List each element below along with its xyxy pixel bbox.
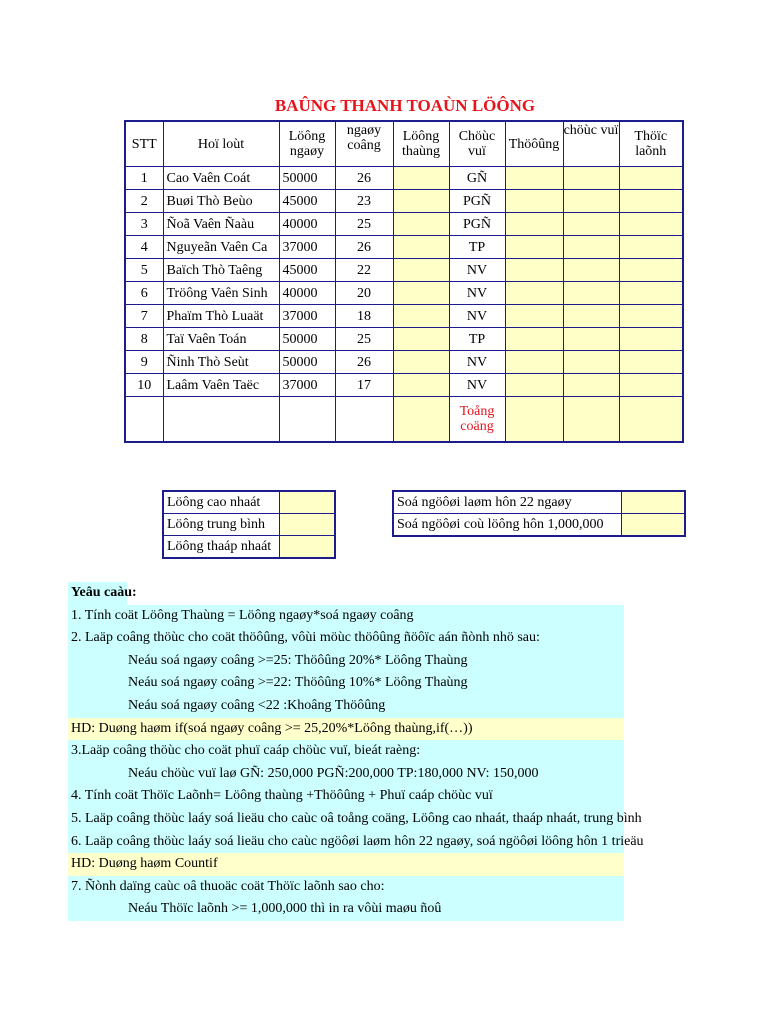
cell-stt[interactable]: 3	[125, 213, 163, 236]
cell-net[interactable]	[619, 374, 683, 397]
cell-name[interactable]: Ñinh Thò Seùt	[163, 351, 279, 374]
requirement-7-rule: Neáu Thöïc laõnh >= 1,000,000 thì in ra vôùi maøu ñoû	[68, 898, 624, 921]
cell-days[interactable]: 26	[335, 236, 393, 259]
header-row	[125, 121, 683, 167]
total-row	[125, 397, 683, 443]
count-label-over-22-days[interactable]: Soá ngöôøi laøm hôn 22 ngaøy	[393, 491, 621, 514]
cell-name[interactable]: Ñoã Vaên Ñaàu	[163, 213, 279, 236]
requirement-3-rule: Neáu chöùc vuï laø GÑ: 250,000 PGÑ:200,000 TP:180,000 NV: 150,000	[68, 763, 624, 786]
total-cell-monthly-wage[interactable]	[393, 397, 449, 443]
cell-daily-wage[interactable]: 45000	[279, 259, 335, 282]
requirement-7: 7. Ñònh daïng caùc oâ thuoäc coät Thöïc laõnh sao cho:	[68, 876, 624, 899]
cell-stt[interactable]: 2	[125, 190, 163, 213]
requirement-1: 1. Tính coät Löông Thaùng = Löông ngaøy*soá ngaøy coâng	[68, 605, 624, 628]
table-row	[125, 236, 683, 259]
count-row-wage	[393, 514, 685, 537]
cell-daily-wage[interactable]: 40000	[279, 282, 335, 305]
cell-position[interactable]: GÑ	[449, 167, 505, 190]
cell-bonus[interactable]	[505, 259, 563, 282]
header-position[interactable]: Chöùc vuï	[449, 121, 505, 167]
cell-bonus[interactable]	[505, 213, 563, 236]
cell-monthly-wage[interactable]	[393, 236, 449, 259]
cell-days[interactable]: 25	[335, 213, 393, 236]
stat-value-avg-wage[interactable]	[279, 514, 335, 536]
cell-allowance[interactable]	[563, 305, 619, 328]
cell-bonus[interactable]	[505, 328, 563, 351]
cell-monthly-wage[interactable]	[393, 190, 449, 213]
count-row-days	[393, 491, 685, 514]
count-label-over-1m[interactable]: Soá ngöôøi coù löông hôn 1,000,000	[393, 514, 621, 537]
cell-position[interactable]: NV	[449, 374, 505, 397]
total-cell-stt[interactable]	[125, 397, 163, 443]
cell-bonus[interactable]	[505, 305, 563, 328]
stat-row-max	[163, 491, 335, 514]
cell-net[interactable]	[619, 305, 683, 328]
cell-name[interactable]: Nguyeãn Vaên Ca	[163, 236, 279, 259]
stat-row-avg	[163, 514, 335, 536]
total-cell-net[interactable]	[619, 397, 683, 443]
cell-days[interactable]: 23	[335, 190, 393, 213]
cell-allowance[interactable]	[563, 374, 619, 397]
cell-name[interactable]: Phaïm Thò Luaät	[163, 305, 279, 328]
cell-monthly-wage[interactable]	[393, 374, 449, 397]
cell-position[interactable]: PGÑ	[449, 190, 505, 213]
header-daily-wage[interactable]: Löông ngaøy	[279, 121, 335, 167]
cell-bonus[interactable]	[505, 236, 563, 259]
cell-days[interactable]: 20	[335, 282, 393, 305]
header-name[interactable]: Hoï loùt	[163, 121, 279, 167]
cell-net[interactable]	[619, 167, 683, 190]
requirement-2-rule-a: Neáu soá ngaøy coâng >=25: Thöôûng 20%* Löông Thaùng	[68, 650, 624, 673]
hint-countif: HD: Duøng haøm Countif	[68, 853, 624, 876]
cell-days[interactable]: 25	[335, 328, 393, 351]
cell-net[interactable]	[619, 236, 683, 259]
cell-days[interactable]: 26	[335, 351, 393, 374]
cell-daily-wage[interactable]: 50000	[279, 351, 335, 374]
cell-stt[interactable]: 4	[125, 236, 163, 259]
cell-monthly-wage[interactable]	[393, 213, 449, 236]
header-stt[interactable]: STT	[125, 121, 163, 167]
cell-monthly-wage[interactable]	[393, 259, 449, 282]
cell-monthly-wage[interactable]	[393, 282, 449, 305]
cell-bonus[interactable]	[505, 351, 563, 374]
cell-net[interactable]	[619, 351, 683, 374]
stat-label-max-wage[interactable]: Löông cao nhaát	[163, 491, 279, 514]
requirements-section	[68, 582, 644, 921]
sheet-title: BAÛNG THANH TOAÙN LÖÔNG	[274, 96, 536, 115]
cell-net[interactable]	[619, 282, 683, 305]
cell-daily-wage[interactable]: 37000	[279, 236, 335, 259]
header-monthly-wage[interactable]: Löông thaùng	[393, 121, 449, 167]
cell-net[interactable]	[619, 213, 683, 236]
table-row	[125, 328, 683, 351]
cell-stt[interactable]: 8	[125, 328, 163, 351]
total-cell-allowance[interactable]	[563, 397, 619, 443]
stat-value-max-wage[interactable]	[279, 491, 335, 514]
cell-net[interactable]	[619, 328, 683, 351]
stat-label-avg-wage[interactable]: Löông trung bình	[163, 514, 279, 536]
count-value-over-1m[interactable]	[621, 514, 685, 537]
count-stats-table	[392, 490, 686, 537]
cell-name[interactable]: Buøi Thò Beùo	[163, 190, 279, 213]
header-net[interactable]: Thöïc laõnh	[619, 121, 683, 167]
requirement-2-rule-c: Neáu soá ngaøy coâng <22 :Khoâng Thöôûng	[68, 695, 624, 718]
requirements-heading: Yeâu caàu:	[68, 582, 127, 605]
requirement-2-rule-b: Neáu soá ngaøy coâng >=22: Thöôûng 10%* Löông Thaùng	[68, 672, 624, 695]
cell-position[interactable]: PGÑ	[449, 213, 505, 236]
cell-name[interactable]: Tröông Vaên Sinh	[163, 282, 279, 305]
header-bonus[interactable]: Thöôûng	[505, 121, 563, 167]
cell-stt[interactable]: 6	[125, 282, 163, 305]
cell-name[interactable]: Taï Vaên Toán	[163, 328, 279, 351]
cell-allowance[interactable]	[563, 282, 619, 305]
cell-daily-wage[interactable]: 37000	[279, 305, 335, 328]
table-row	[125, 282, 683, 305]
cell-daily-wage[interactable]: 45000	[279, 190, 335, 213]
total-cell-daily-wage[interactable]	[279, 397, 335, 443]
table-row	[125, 351, 683, 374]
requirement-6: 6. Laäp coâng thöùc laáy soá lieäu cho caùc ngöôøi laøm hôn 22 ngaøy, soá ngöôøi löông hôn 1 trieäu	[68, 831, 624, 854]
wage-stats-table	[162, 490, 336, 559]
cell-days[interactable]: 22	[335, 259, 393, 282]
cell-daily-wage[interactable]: 50000	[279, 167, 335, 190]
cell-daily-wage[interactable]: 37000	[279, 374, 335, 397]
cell-days[interactable]: 18	[335, 305, 393, 328]
total-label[interactable]: Toång coäng	[449, 397, 505, 443]
hint-if-function: HD: Duøng haøm if(soá ngaøy coâng >= 25,20%*Löông thaùng,if(…))	[68, 718, 624, 741]
cell-position[interactable]: NV	[449, 282, 505, 305]
cell-daily-wage[interactable]: 50000	[279, 328, 335, 351]
cell-name[interactable]: Baïch Thò Taêng	[163, 259, 279, 282]
cell-bonus[interactable]	[505, 374, 563, 397]
table-row	[125, 167, 683, 190]
cell-allowance[interactable]	[563, 167, 619, 190]
cell-allowance[interactable]	[563, 328, 619, 351]
stat-row-min	[163, 536, 335, 559]
requirement-5: 5. Laäp coâng thöùc laáy soá lieäu cho caùc oâ toång coäng, Löông cao nhaát, thaáp nhaát, trung bình	[68, 808, 624, 831]
header-allowance[interactable]	[563, 121, 619, 167]
cell-position[interactable]: TP	[449, 328, 505, 351]
requirement-2: 2. Laäp coâng thöùc cho coät thöôûng, vôùi möùc thöôûng ñöôïc aán ñònh nhö sau:	[68, 627, 624, 650]
cell-name[interactable]: Laâm Vaên Taëc	[163, 374, 279, 397]
cell-monthly-wage[interactable]	[393, 305, 449, 328]
cell-stt[interactable]: 10	[125, 374, 163, 397]
header-days[interactable]	[335, 121, 393, 167]
cell-allowance[interactable]	[563, 190, 619, 213]
total-cell-name[interactable]	[163, 397, 279, 443]
table-row	[125, 213, 683, 236]
cell-stt[interactable]: 1	[125, 167, 163, 190]
payroll-table	[124, 120, 684, 443]
header-days-text: ngaøy coâng	[346, 123, 382, 153]
cell-days[interactable]: 26	[335, 167, 393, 190]
cell-allowance[interactable]	[563, 259, 619, 282]
total-cell-days[interactable]	[335, 397, 393, 443]
cell-stt[interactable]: 9	[125, 351, 163, 374]
stat-value-min-wage[interactable]	[279, 536, 335, 559]
cell-position[interactable]: NV	[449, 351, 505, 374]
table-row	[125, 374, 683, 397]
total-cell-bonus[interactable]	[505, 397, 563, 443]
count-value-over-22-days[interactable]	[621, 491, 685, 514]
requirement-4: 4. Tính coät Thöïc Laõnh= Löông thaùng +Thöôûng + Phuï caáp chöùc vuï	[68, 785, 624, 808]
cell-stt[interactable]: 5	[125, 259, 163, 282]
cell-stt[interactable]: 7	[125, 305, 163, 328]
cell-name[interactable]: Cao Vaên Coát	[163, 167, 279, 190]
cell-monthly-wage[interactable]	[393, 328, 449, 351]
stat-label-min-wage[interactable]: Löông thaáp nhaát	[163, 536, 279, 559]
cell-bonus[interactable]	[505, 190, 563, 213]
cell-monthly-wage[interactable]	[393, 351, 449, 374]
cell-position[interactable]: NV	[449, 305, 505, 328]
cell-position[interactable]: NV	[449, 259, 505, 282]
cell-monthly-wage[interactable]	[393, 167, 449, 190]
cell-net[interactable]	[619, 190, 683, 213]
table-row	[125, 305, 683, 328]
cell-bonus[interactable]	[505, 282, 563, 305]
cell-position[interactable]: TP	[449, 236, 505, 259]
cell-bonus[interactable]	[505, 167, 563, 190]
table-row	[125, 259, 683, 282]
header-allowance-text: chöùc vuï	[563, 123, 619, 138]
cell-daily-wage[interactable]: 40000	[279, 213, 335, 236]
cell-allowance[interactable]	[563, 351, 619, 374]
cell-net[interactable]	[619, 259, 683, 282]
cell-allowance[interactable]	[563, 236, 619, 259]
requirement-3: 3.Laäp coâng thöùc cho coät phuï caáp chöùc vuï, bieát raèng:	[68, 740, 624, 763]
cell-allowance[interactable]	[563, 213, 619, 236]
cell-days[interactable]: 17	[335, 374, 393, 397]
table-row	[125, 190, 683, 213]
